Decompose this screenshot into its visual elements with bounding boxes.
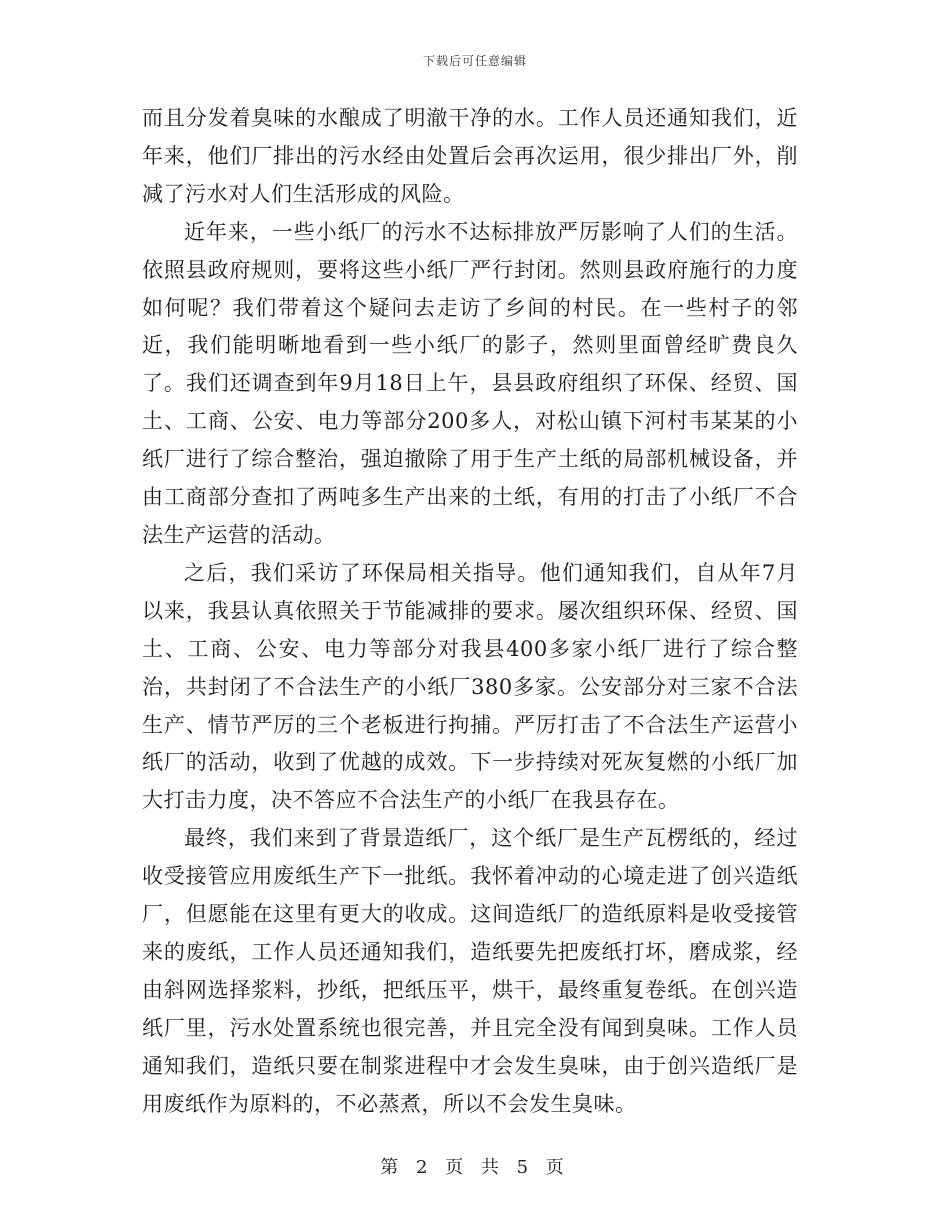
paragraph-continuation: 而且分发着臭味的水酿成了明澈干净的水。工作人员还通知我们，近年来，他们厂排出的污水经由处置后会再次运用，很少排出厂外，削减了污水对人们生活形成的风险。 (142, 106, 798, 206)
paragraph-environmental-bureau: 之后，我们采访了环保局相关指导。他们通知我们，自从年7月以来，我县认真依照关于节能减排的要求。屡次组织环保、经贸、国土、工商、公安、电力等部分对我县400多家小纸厂进行了综合整治，共封闭了不合法生产的小纸厂380多家。公安部分对三家不合法生产、情节严厉的三个老板进行拘捕。严厉打击了不合法生产运营小纸厂的活动，收到了优越的成效。下一步持续对死灰复燃的小纸厂加大打击力度，决不答应不合法生产的小纸厂在我县存在。 (142, 560, 798, 813)
document-body (142, 100, 798, 1123)
paragraph-chuangxing-paper-mill: 最终，我们来到了背景造纸厂，这个纸厂是生产瓦楞纸的，经过收受接管应用废纸生产下一批纸。我怀着冲动的心境走进了创兴造纸厂，但愿能在这里有更大的收成。这间造纸厂的造纸原料是收受接管来的废纸，工作人员还通知我们，造纸要先把废纸打坏，磨成浆，经由斜网选择浆料，抄纸，把纸压平，烘干，最终重复卷纸。在创兴造纸厂里，污水处置系统也很完善，并且完全没有闻到臭味。工作人员通知我们，造纸只要在制浆进程中才会发生臭味，由于创兴造纸厂是用废纸作为原料的，不必蒸煮，所以不会发生臭味。 (142, 826, 798, 1116)
page-header: 下载后可任意编辑 (422, 54, 527, 68)
page-number: 第 2 页 共 5 页 (380, 1157, 570, 1178)
paragraph-small-paper-mills: 近年来，一些小纸厂的污水不达标排放严厉影响了人们的生活。依照县政府规则，要将这些小纸厂严行封闭。然则县政府施行的力度如何呢？我们带着这个疑问去走访了乡间的村民。在一些村子的邻近，我们能明晰地看到一些小纸厂的影子，然则里面曾经旷费良久了。我们还调查到年9月18日上午，县县政府组织了环保、经贸、国土、工商、公安、电力等部分200多人，对松山镇下河村韦某某的小纸厂进行了综合整治，强迫撤除了用于生产土纸的局部机械设备，并由工商部分查扣了两吨多生产出来的土纸，有用的打击了小纸厂不合法生产运营的活动。 (142, 219, 798, 547)
